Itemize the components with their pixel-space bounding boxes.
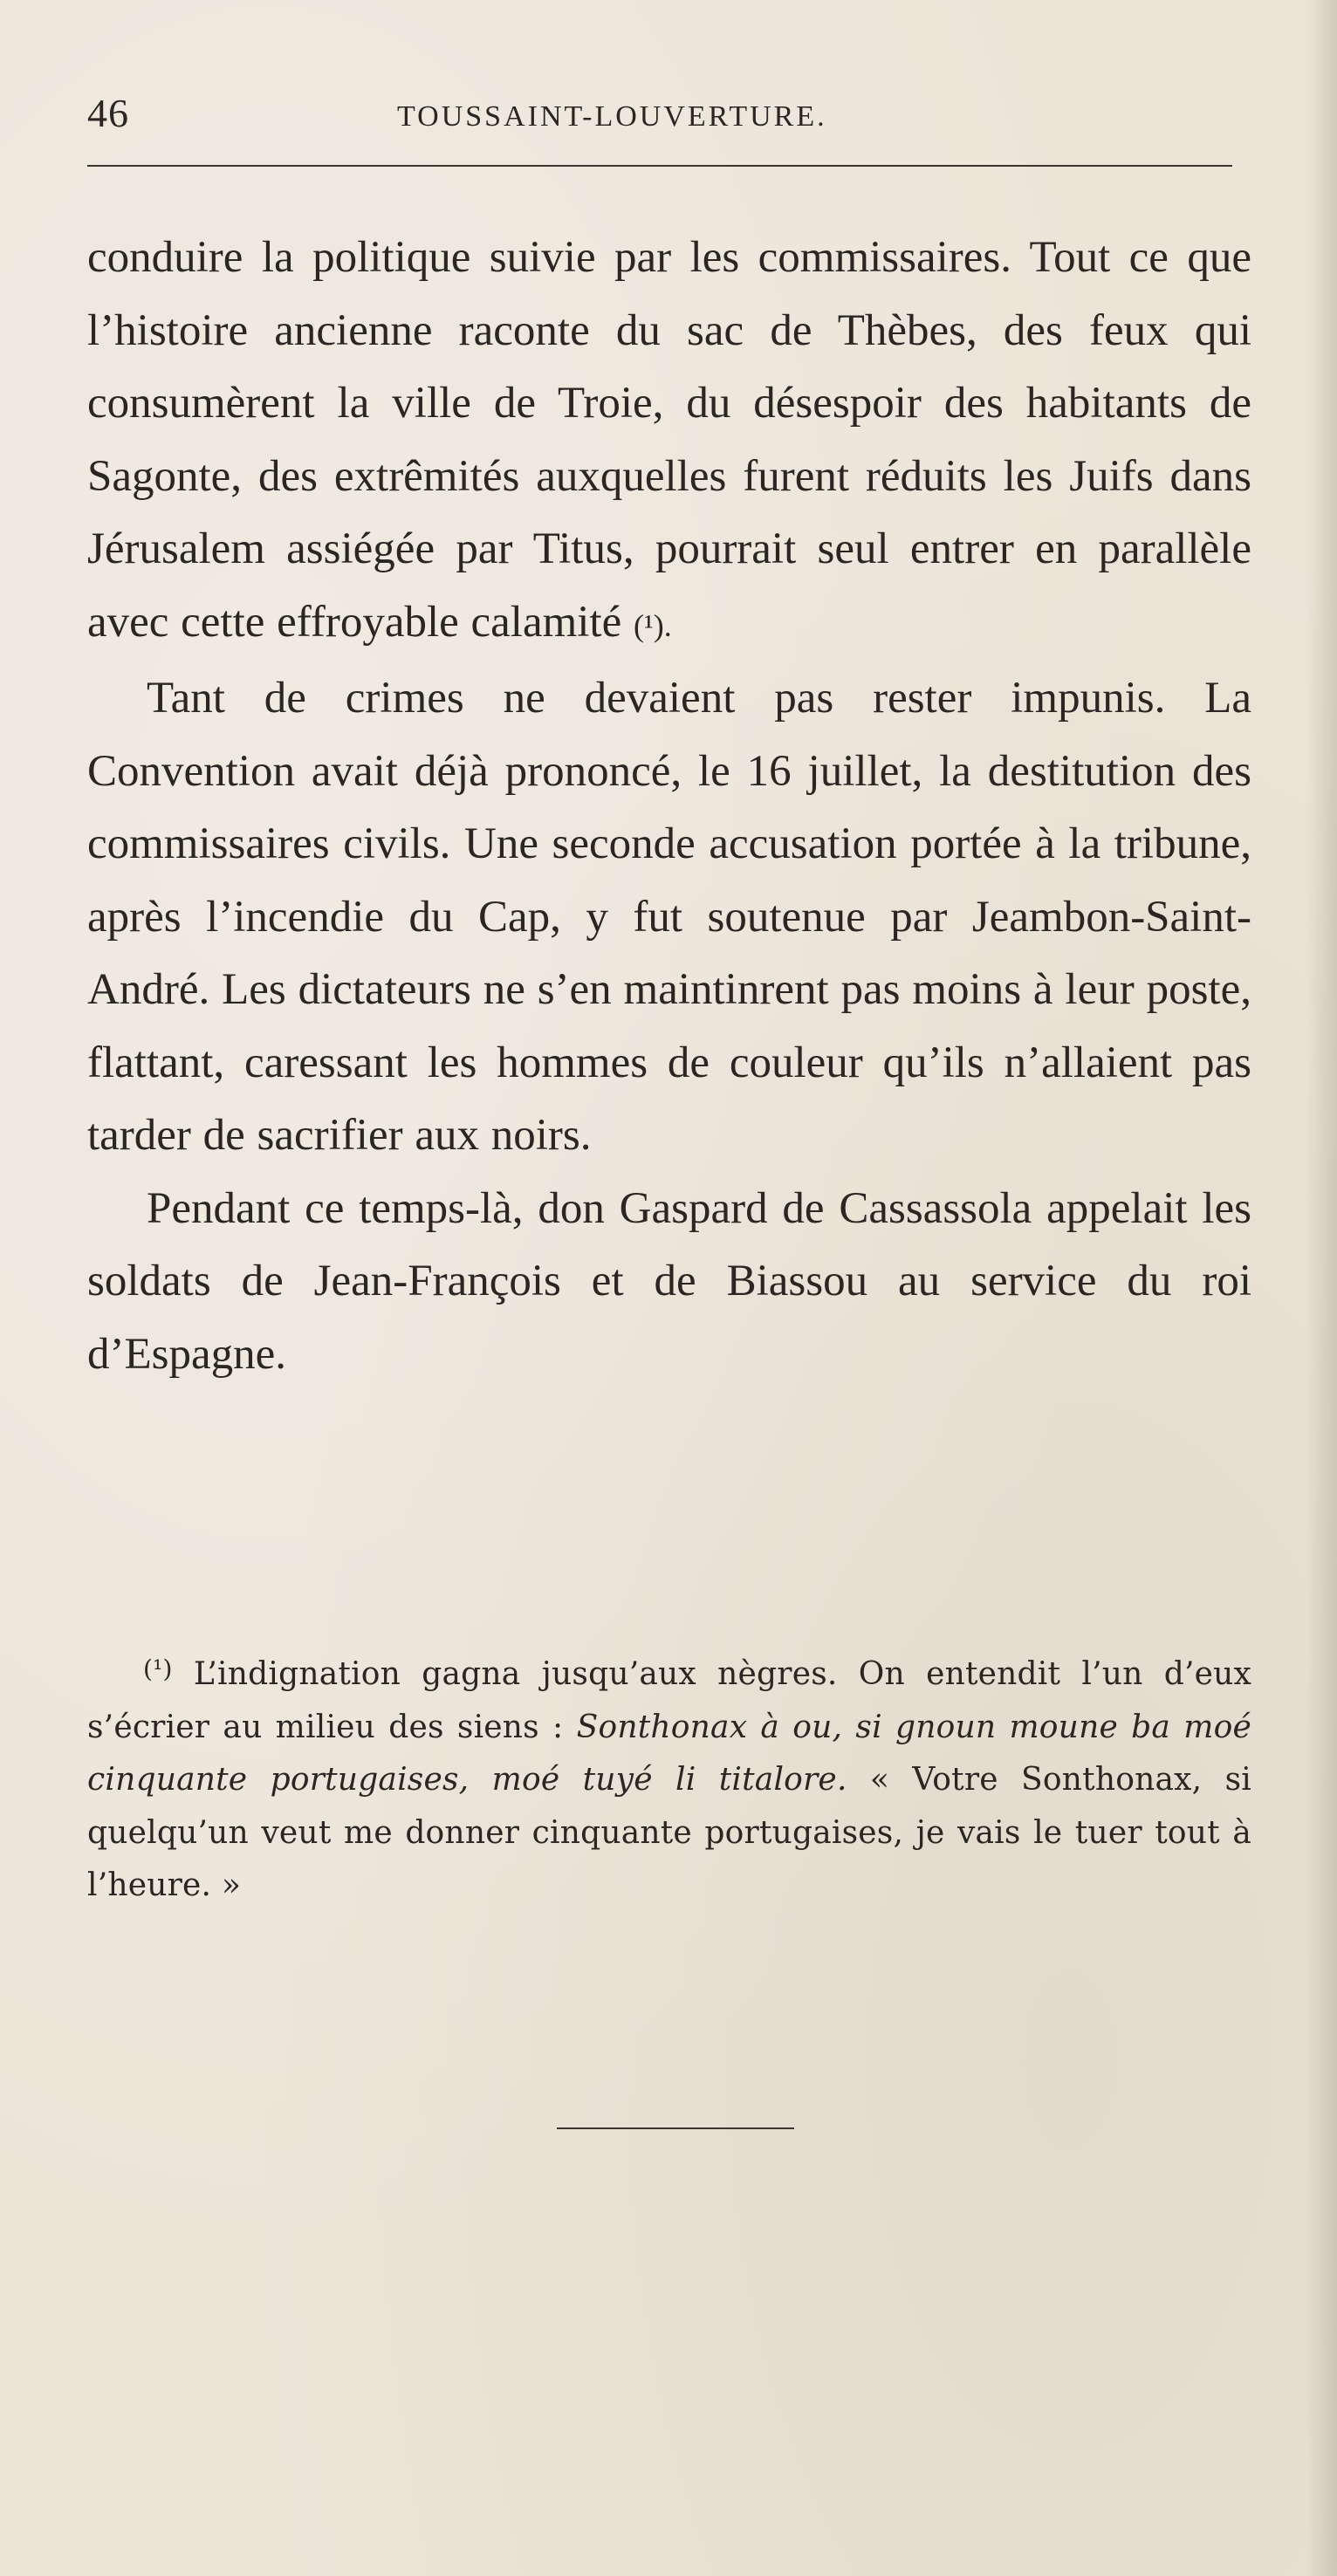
page-header [87,87,1239,140]
footnote-creole-quote: Sonthonax à ou, si gnoun moune ba moé cinquante portugaises, moé tuyé li titalore. [87,1709,1251,1798]
paragraph-1 [87,222,1251,662]
running-title: TOUSSAINT-LOUVERTURE. [397,100,827,133]
page-number: 46 [87,91,129,135]
footnote-reference[interactable]: (¹). [634,607,672,643]
footnote-marker: (¹) [143,1655,173,1683]
footnote [87,1643,1251,1913]
header-rule [87,165,1232,167]
footnote-translation: « Votre Sonthonax, si quelqu’un veut me donner cinquante portugaises, je vais le tuer tout à l’heure. » [87,1762,1251,1903]
paragraph-1-text: conduire la politique suivie par les commissaires. Tout ce que l’histoire ancienne raconte du sac de Thèbes, des feux qui consumèrent la ville de Troie, du désespoir des habitants de Sagonte, des extrêmités auxquelles furent réduits les Juifs dans Jérusalem assiégée par Titus, pourrait seul entrer en parallèle avec cette effroyable calamité [87,233,1251,647]
page-edge-shadow [1306,0,1337,2576]
footnote-intro: L’indignation gagna jusqu’aux nègres. On entendit l’un d’eux s’écrier au milieu des siens : [87,1656,1251,1745]
body-text [87,222,1251,1391]
paragraph-3: Pendant ce temps-là, don Gaspard de Cassassola appelait les soldats de Jean-François et de Biassou au service du roi d’Espagne. [87,1183,1251,1379]
end-rule [557,2127,794,2129]
footnote-paragraph [87,1643,1251,1913]
paragraph-2: Tant de crimes ne devaient pas rester impunis. La Convention avait déjà prononcé, le 16 juillet, la destitution des commissaires civils. Une seconde accusation portée à la tribune, après l’incendie du Cap, y fut soutenue par Jeambon-Saint-André. Les dictateurs ne s’en maintinrent pas moins à leur poste, flattant, caressant les hommes de couleur qu’ils n’allaient pas tarder de sacrifier aux noirs. [87,674,1251,1160]
